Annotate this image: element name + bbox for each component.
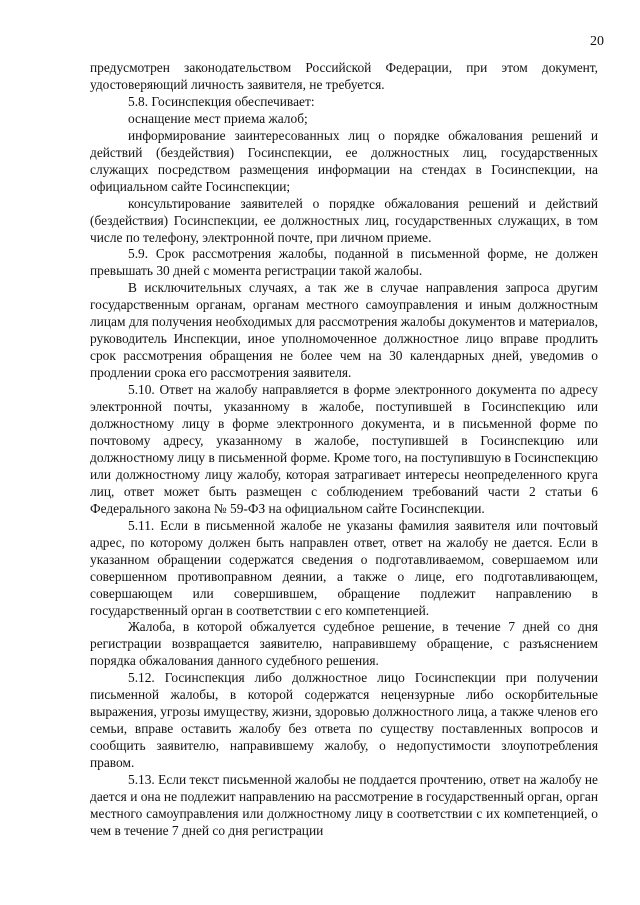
paragraph-5-11: 5.11. Если в письменной жалобе не указаны фамилия заявителя или почтовый адрес, по которому должен быть направлен ответ, ответ на жалобу не дается. Если в указанном обращении содержатся сведения о подготавливаемом, совершаемом или совершенном противоправном деянии, а также о лице, его подготавливающем, совершающем или совершившем, обращение подлежит направлению в государственный орган в соответствии с его компетенцией. <box>90 517 598 618</box>
paragraph-5-13: 5.13. Если текст письменной жалобы не поддается прочтению, ответ на жалобу не дается и она не подлежит направлению на рассмотрение в государственный орган, орган местного самоуправления или должностному лицу в соответствии с их компетенцией, о чем в течение 7 дней со дня регистрации <box>90 772 598 838</box>
paragraph-exceptional-cases: В исключительных случаях, а так же в случае направления запроса другим государственным органам, органам местного самоуправления и иным должностным лицам для получения необходимых для рассмотрения жалобы документов и материалов, руководитель Инспекции, иное уполномоченное должностное лицо вправе продлить срок рассмотрения обращения не более чем на 30 календарных дней, уведомив о продлении срока его рассмотрения заявителя. <box>90 280 598 381</box>
paragraph-continuation: предусмотрен законодательством Российской Федерации, при этом документ, удостоверяющий личность заявителя, не требуется. <box>90 60 598 92</box>
document-body <box>90 60 598 840</box>
paragraph-5-10: 5.10. Ответ на жалобу направляется в форме электронного документа по адресу электронной почты, указанному в жалобе, поступившей в Госинспекцию или должностному лицу в форме электронного документа, и в письменной форме по почтовому адресу, указанному в жалобе, поступившей в Госинспекцию или должностному лицу в письменной форме. Кроме того, на поступившую в Госинспекцию или должностному лицу жалобу, которая затрагивает интересы неопределенного круга лиц, ответ может быть размещен с соблюдением требований части 2 статьи 6 Федерального закона № 59-ФЗ на официальном сайте Госинспекции. <box>90 382 598 516</box>
page-number: 20 <box>590 34 604 49</box>
list-item-equipment: оснащение мест приема жалоб; <box>128 110 308 126</box>
paragraph-court-decision: Жалоба, в которой обжалуется судебное решение, в течение 7 дней со дня регистрации возвращается заявителю, направившему обращение, с разъяснением порядка обжалования данного судебного решения. <box>90 619 598 669</box>
list-item-informing: информирование заинтересованных лиц о порядке обжалования решений и действий (бездействия) Госинспекции, ее должностных лиц, государственных служащих посредством размещения информации на стендах в Госинспекции, на официальном сайте Госинспекции; <box>90 127 598 194</box>
paragraph-5-12: 5.12. Госинспекция либо должностное лицо Госинспекции при получении письменной жалобы, в которой содержатся нецензурные либо оскорбительные выражения, угрозы имуществу, жизни, здоровью должностного лица, а также членов его семьи, вправе оставить жалобу без ответа по существу поставленных вопросов и сообщить заявителю, направившему жалобу, о недопустимости злоупотребления правом. <box>90 670 598 771</box>
paragraph-5-9: 5.9. Срок рассмотрения жалобы, поданной в письменной форме, не должен превышать 30 дней с момента регистрации такой жалобы. <box>90 246 598 279</box>
paragraph-5-8: 5.8. Госинспекция обеспечивает: <box>128 93 315 109</box>
list-item-consulting: консультирование заявителей о порядке обжалования решений и действий (бездействия) Госинспекции, ее должностных лиц, государственных служащих, в том числе по телефону, электронной почте, при личном приеме. <box>90 195 598 245</box>
